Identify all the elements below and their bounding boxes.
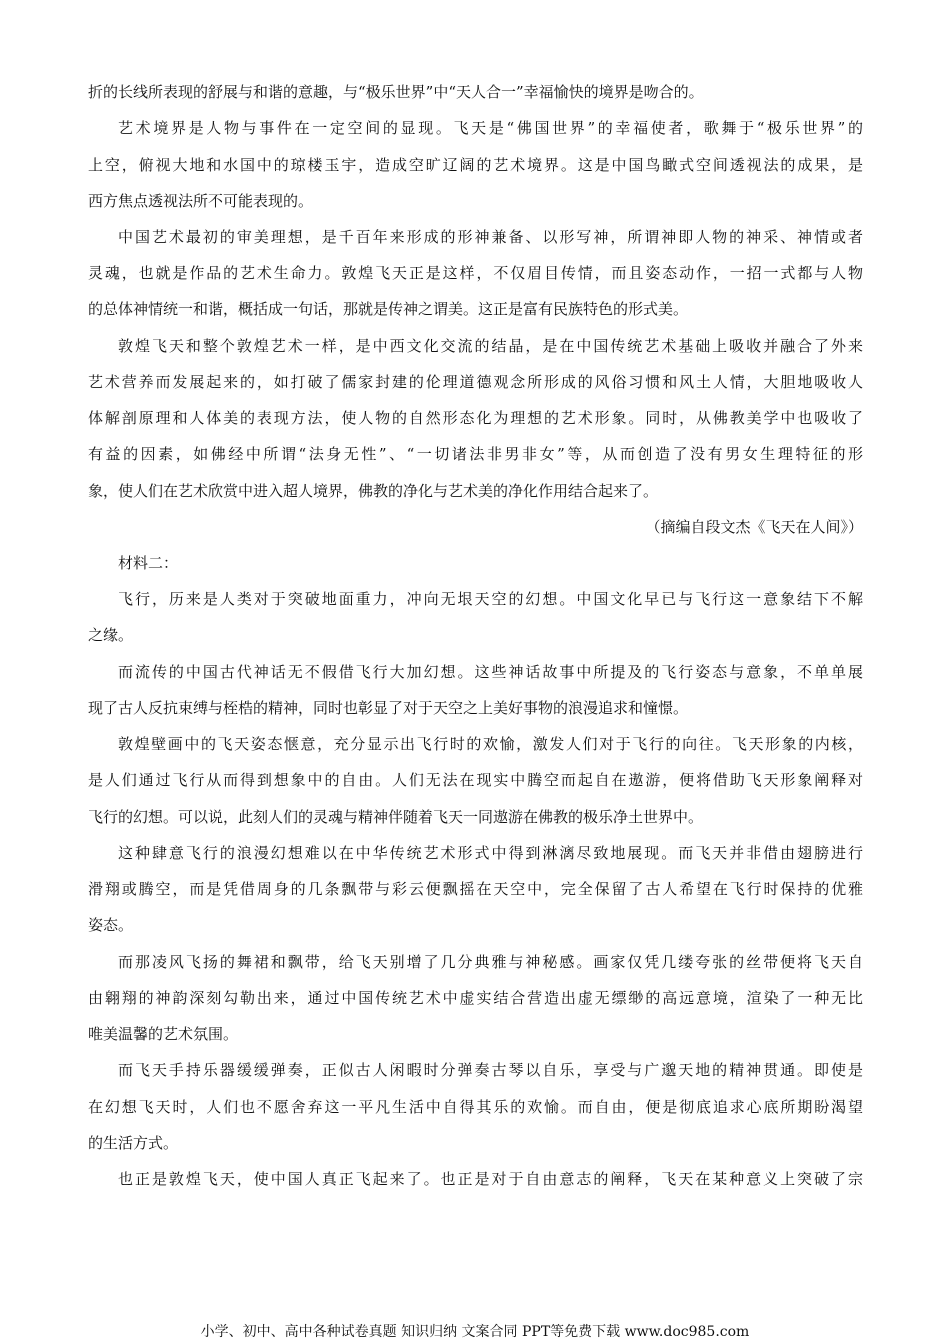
- text-line: 敦煌壁画中的飞天姿态惬意，充分显示出飞行时的欢愉，激发人们对于飞行的向往。飞天形象的内核，: [118, 735, 863, 753]
- text-line: 的生活方式。: [88, 1134, 179, 1152]
- text-line: 而流传的中国古代神话无不假借飞行大加幻想。这些神话故事中所提及的飞行姿态与意象，不单单展: [118, 663, 863, 681]
- text-line: 而那凌风飞扬的舞裙和飘带，给飞天别增了几分典雅与神秘感。画家仅凭几缕夸张的丝带便将飞天自: [118, 953, 863, 971]
- text-line: 现了古人反抗束缚与桎梏的精神，同时也彰显了对于天空之上美好事物的浪漫追求和憧憬。: [88, 699, 689, 717]
- text-line: 飞行，历来是人类对于突破地面重力，冲向无垠天空的幻想。中国文化早已与飞行这一意象结下不解: [118, 590, 863, 608]
- text-line: 体解剖原理和人体美的表现方法，使人物的自然形态化为理想的艺术形象。同时，从佛教美学中也吸收了: [88, 409, 863, 427]
- text-line: 飞行的幻想。可以说，此刻人们的灵魂与精神伴随着飞天一同遨游在佛教的极乐净土世界中。: [88, 808, 704, 826]
- source-citation: （摘编自段文杰《飞天在人间》）: [645, 518, 863, 536]
- text-line: 这种肆意飞行的浪漫幻想难以在中华传统艺术形式中得到淋漓尽致地展现。而飞天并非借由翅膀进行: [118, 844, 863, 862]
- text-line: 由翱翔的神韵深刻勾勒出来，通过中国传统艺术中虚实结合营造出虚无缥缈的高远意境，渲染了一种无比: [88, 989, 863, 1007]
- text-line: 象，使人们在艺术欣赏中进入超人境界，佛教的净化与艺术美的净化作用结合起来了。: [88, 482, 659, 500]
- text-line: 姿态。: [88, 916, 134, 934]
- text-line: 上空，俯视大地和水国中的琼楼玉宇，造成空旷辽阔的艺术境界。这是中国鸟瞰式空间透视法的成果，是: [88, 156, 863, 174]
- text-line: 在幻想飞天时，人们也不愿舍弃这一平凡生活中自得其乐的欢愉。而自由，便是彻底追求心底所期盼渴望: [88, 1098, 863, 1116]
- page-footer: 小学、初中、高中各种试卷真题 知识归纳 文案合同 PPT等免费下载 www.doc985.com: [200, 1324, 750, 1340]
- text-line: 有益的因素，如佛经中所谓“法身无性”、“一切诸法非男非女”等，从而创造了没有男女生理特征的形: [88, 445, 863, 463]
- text-line: 唯美温馨的艺术氛围。: [88, 1025, 239, 1043]
- text-line: 而飞天手持乐器缓缓弹奏，正似古人闲暇时分弹奏古琴以自乐，享受与广邈天地的精神贯通。即使是: [118, 1061, 863, 1079]
- section-heading: 材料二：: [118, 554, 179, 572]
- text-line: 西方焦点透视法所不可能表现的。: [88, 192, 314, 210]
- text-line: 滑翔或腾空，而是凭借周身的几条飘带与彩云便飘摇在天空中，完全保留了古人希望在飞行时保持的优雅: [88, 880, 863, 898]
- text-line: 折的长线所表现的舒展与和谐的意趣，与“极乐世界”中“天人合一”幸福愉快的境界是吻合的。: [88, 83, 704, 101]
- text-line: 中国艺术最初的审美理想，是千百年来形成的形神兼备、以形写神，所谓神即人物的神采、神情或者: [118, 228, 863, 246]
- text-line: 的总体神情统一和谐，概括成一句话，那就是传神之谓美。这正是富有民族特色的形式美。: [88, 300, 689, 318]
- text-line: 艺术境界是人物与事件在一定空间的显现。飞天是“佛国世界”的幸福使者，歌舞于“极乐世界”的: [118, 119, 863, 137]
- text-line: 灵魂，也就是作品的艺术生命力。敦煌飞天正是这样，不仅眉目传情，而且姿态动作，一招一式都与人物: [88, 264, 863, 282]
- text-line: 之缘。: [88, 626, 134, 644]
- text-line: 艺术营养而发展起来的，如打破了儒家封建的伦理道德观念所形成的风俗习惯和风土人情，大胆地吸收人: [88, 373, 863, 391]
- text-line: 也正是敦煌飞天，使中国人真正飞起来了。也正是对于自由意志的阐释，飞天在某种意义上突破了宗: [118, 1170, 863, 1188]
- text-line: 敦煌飞天和整个敦煌艺术一样，是中西文化交流的结晶，是在中国传统艺术基础上吸收并融合了外来: [118, 337, 863, 355]
- text-line: 是人们通过飞行从而得到想象中的自由。人们无法在现实中腾空而起自在遨游，便将借助飞天形象阐释对: [88, 771, 863, 789]
